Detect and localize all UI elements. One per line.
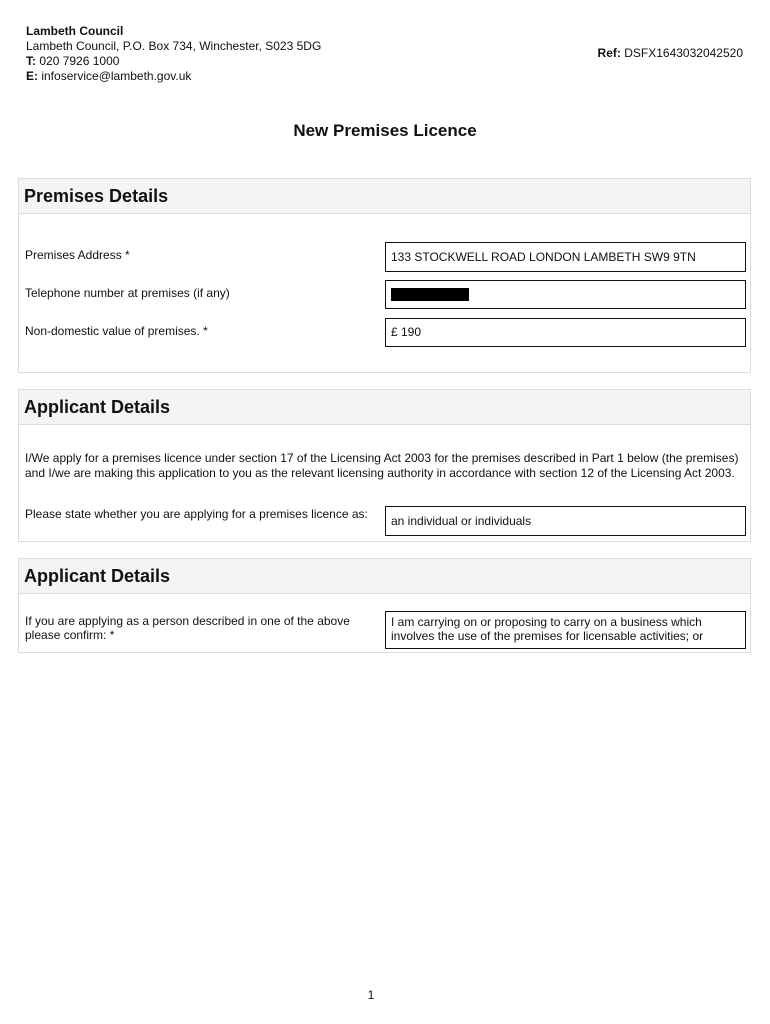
applying-as-label: Please state whether you are applying for a premises licence as: — [25, 507, 368, 521]
email-value: infoservice@lambeth.gov.uk — [41, 69, 192, 83]
premises-value-label: Non-domestic value of premises. * — [25, 324, 208, 338]
page-number: 1 — [367, 988, 375, 1002]
ref-label: Ref: — [597, 46, 621, 60]
ref-value: DSFX1643032042520 — [624, 46, 743, 60]
premises-details-section — [18, 178, 751, 373]
org-email — [26, 69, 321, 84]
email-label: E: — [26, 69, 38, 83]
applicant-details-section — [18, 389, 751, 542]
confirm-label: If you are applying as a person described in one of the above please confirm: * — [25, 614, 350, 642]
premises-phone-label: Telephone number at premises (if any) — [25, 286, 230, 300]
org-phone — [26, 54, 321, 69]
premises-phone-field[interactable] — [385, 280, 746, 309]
confirm-field[interactable]: I am carrying on or proposing to carry on a business which involves the use of the premises for licensable activities; or — [385, 611, 746, 649]
section-heading: Premises Details — [19, 179, 750, 214]
page-title: New Premises Licence — [293, 121, 477, 140]
phone-value: 020 7926 1000 — [39, 54, 120, 68]
redacted-block — [391, 288, 469, 301]
section-heading: Applicant Details — [19, 390, 750, 425]
applicant-confirm-section — [18, 558, 751, 653]
phone-label: T: — [26, 54, 36, 68]
applying-as-field[interactable]: an individual or individuals — [385, 506, 746, 536]
section-heading: Applicant Details — [19, 559, 750, 594]
application-statement: I/We apply for a premises licence under section 17 of the Licensing Act 2003 for the premises described in Part 1 below (the premises) and I/we are making this application to you as the relevant licensing authority in accordance with section 12 of the Licensing Act 2003. — [25, 451, 739, 480]
premises-address-label: Premises Address * — [25, 248, 130, 262]
org-address: Lambeth Council, P.O. Box 734, Winchester, S023 5DG — [26, 39, 322, 53]
org-name: Lambeth Council — [26, 24, 124, 38]
reference — [598, 46, 743, 60]
premises-value-field[interactable]: £ 190 — [385, 318, 746, 347]
premises-address-field[interactable]: 133 STOCKWELL ROAD LONDON LAMBETH SW9 9TN — [385, 242, 746, 272]
council-header — [26, 24, 321, 84]
